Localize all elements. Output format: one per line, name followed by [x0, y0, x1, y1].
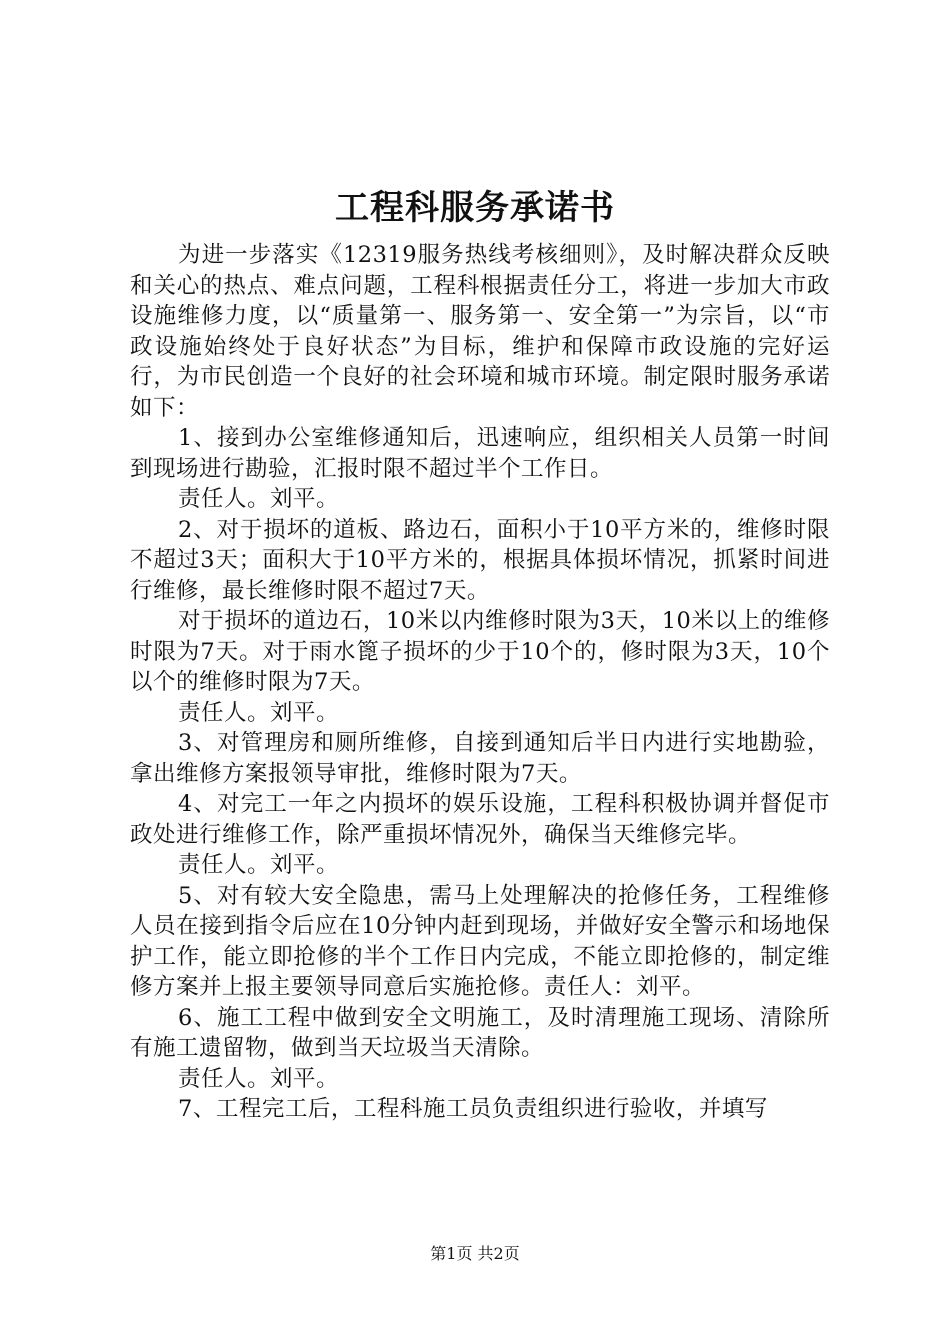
paragraph-item-2: 2、对于损坏的道板、路边石，面积小于10平方米的，维修时限不超过3天；面积大于10平方米的，根据具体损坏情况，抓紧时间进行维修，最长维修时限不超过7天。	[130, 516, 830, 604]
page-total: 共2页	[477, 1244, 520, 1263]
paragraph-item-5: 5、对有较大安全隐患，需马上处理解决的抢修任务，工程维修人员在接到指令后应在10分钟内赶到现场，并做好安全警示和场地保护工作，能立即抢修的半个工作日内完成，不能立即抢修的，制定维修方案并上报主要领导同意后实施抢修。责任人：刘平。	[130, 882, 830, 1000]
paragraph-responsible: 责任人。刘平。	[178, 1065, 340, 1092]
page-number: 第1页	[430, 1244, 473, 1263]
paragraph-item-6: 6、施工工程中做到安全文明施工，及时清理施工现场、清除所有施工遗留物，做到当天垃圾当天清除。	[130, 1004, 830, 1061]
paragraph-item-4: 4、对完工一年之内损坏的娱乐设施，工程科积极协调并督促市政处进行维修工作，除严重损坏情况外，确保当天维修完毕。	[130, 791, 830, 848]
document-title: 工程科服务承诺书	[335, 188, 615, 228]
paragraph-item-7: 7、工程完工后，工程科施工员负责组织进行验收，并填写	[178, 1096, 768, 1122]
paragraph-responsible: 责任人。刘平。	[178, 852, 340, 878]
paragraph-item-3: 3、对管理房和厕所维修，自接到通知后半日内进行实地勘验，拿出维修方案报领导审批，维修时限为7天。	[130, 730, 830, 787]
page-footer	[0, 1243, 950, 1265]
paragraph-intro: 为进一步落实《12319服务热线考核细则》，及时解决群众反映和关心的热点、难点问题，工程科根据责任分工，将进一步加大市政设施维修力度，以“质量第一、服务第一、安全第一”为宗旨，以“市政设施始终处于良好状态”为目标，维护和保障市政设施的完好运行，为市民创造一个良好的社会环境和城市环境。制定限时服务承诺如下：	[130, 242, 830, 421]
document-body	[130, 240, 830, 1125]
paragraph-item-1: 1、接到办公室维修通知后，迅速响应，组织相关人员第一时间到现场进行勘验，汇报时限不超过半个工作日。	[130, 425, 830, 482]
paragraph-responsible: 责任人。刘平。	[178, 486, 340, 512]
paragraph-item-2-detail: 对于损坏的道边石，10米以内维修时限为3天，10米以上的维修时限为7天。对于雨水篦子损坏的少于10个的，修时限为3天，10个以个的维修时限为7天。	[130, 608, 830, 695]
paragraph-responsible: 责任人。刘平。	[178, 699, 340, 726]
